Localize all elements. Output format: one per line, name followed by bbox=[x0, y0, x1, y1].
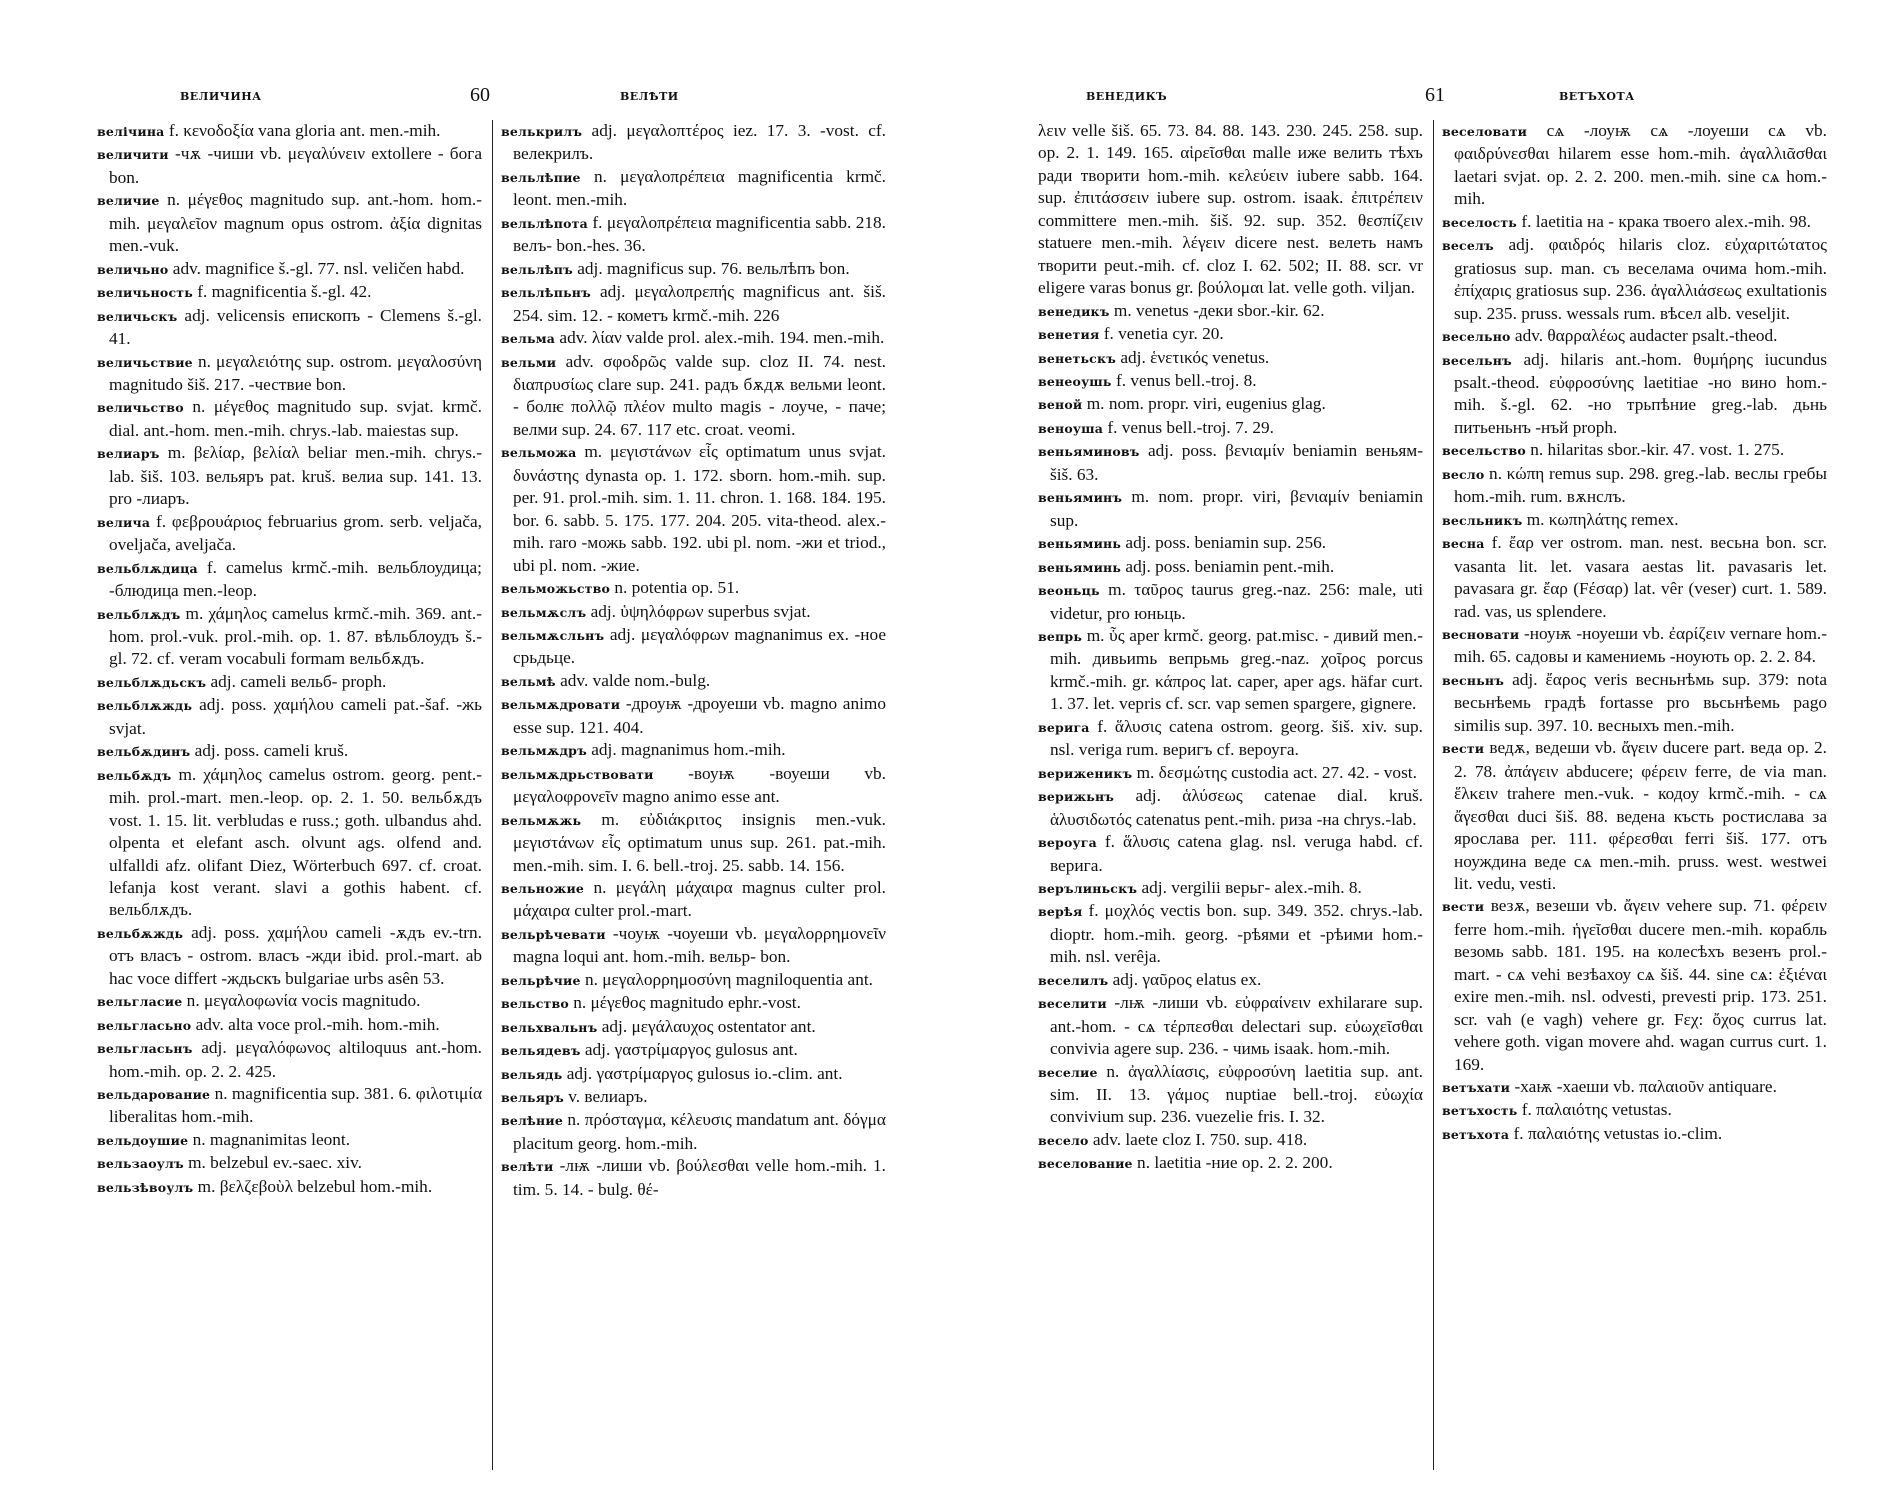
dictionary-entry bbox=[501, 281, 886, 327]
entry-definition: -чѫ -чиши vb. μεγαλύνειν extollere - бога bon. bbox=[109, 144, 482, 187]
entry-lemma: вельзѣвоулъ bbox=[97, 1179, 194, 1195]
entry-lemma: веселование bbox=[1038, 1156, 1133, 1172]
dictionary-entry bbox=[1038, 347, 1423, 370]
entry-definition: n. κώπη remus sup. 298. greg.-lab. веслы гребы hom.-mih. rum. вѫнслъ. bbox=[1454, 463, 1827, 507]
entry-lemma: весна bbox=[1442, 536, 1485, 552]
running-headword-left: ВЕЛИЧИНА bbox=[180, 90, 262, 103]
dictionary-entry bbox=[501, 923, 886, 969]
dictionary-entry bbox=[97, 671, 482, 694]
dictionary-entry bbox=[97, 922, 482, 990]
dictionary-entry bbox=[501, 969, 886, 992]
entry-lemma: вельдарование bbox=[97, 1087, 211, 1103]
dictionary-entry bbox=[97, 1083, 482, 1129]
entry-lemma: вельмѣ bbox=[501, 673, 556, 689]
entry-definition: n. μεγαλειότης sup. ostrom. μεγαλοσύνη magnitudo šiš. 217. -чествие bon. bbox=[109, 351, 482, 394]
entry-lemma: вельлѣпъ bbox=[501, 261, 573, 277]
entry-definition: сѧ -лоуѭ сѧ -лоуеши сѧ vb. φαιδρύνεσθαι hilarem esse hom.-mih. ἀγαλλιᾶσθαι laetari svjat. op. 2. 2. 200. men.-mih. sine сѧ hom.-mih. bbox=[1454, 121, 1827, 209]
entry-lemma: венетьскъ bbox=[1038, 350, 1116, 366]
entry-lemma: веньяминъ bbox=[1038, 490, 1123, 506]
entry-lemma: весновати bbox=[1442, 626, 1520, 642]
dictionary-entry bbox=[97, 189, 482, 257]
entry-definition: n. μεγαλοφωνία vocis magnitudo. bbox=[186, 991, 421, 1011]
entry-definition: f. camelus krmč.-mih. вельблоудица; -блюдица men.-leop. bbox=[109, 557, 482, 601]
entry-definition: adj. ἔαρος veris весньнѣмь sup. 379: nota весьнѣемь градѣ fortasse pro вьсьнѣемь pago similis sup. 397. 10. весныхъ men.-mih. bbox=[1454, 669, 1827, 735]
entry-lemma: вельможа bbox=[501, 445, 577, 461]
dictionary-entry bbox=[97, 511, 482, 557]
page-number: 60 bbox=[470, 84, 490, 106]
dictionary-entry bbox=[97, 990, 482, 1013]
entry-definition: m. χάμηλος camelus krmč.-mih. 369. ant.-hom. prol.-vuk. prol.-mih. op. 1. 87. вѣльблоудъ š.-gl. 72. cf. veram vocabuli formam вельбѫдъ. bbox=[109, 603, 482, 669]
entry-lemma: вельмѫжь bbox=[501, 812, 582, 828]
entry-lemma: весельство bbox=[1442, 443, 1526, 459]
dictionary-entry bbox=[97, 764, 482, 922]
dictionary-entry bbox=[501, 441, 886, 577]
entry-lemma: велькрилъ bbox=[501, 124, 583, 139]
entry-definition: m. ὗς aper krmč. georg. pat.misc. - дивий men.-mih. дивьиmь вепрьмь greg.-naz. χοῖρος porcus krmč.-mih. gr. κάπρος lat. caper, aper ags. häfar curt. 1. 37. let. vepris cf. scr. vap semen spargere, gignere. bbox=[1050, 625, 1423, 714]
dictionary-entry bbox=[1038, 877, 1423, 900]
entry-definition: adj. poss. βενιαμίν beniamin веньям- šiš. 63. bbox=[1050, 441, 1423, 484]
running-headword-left: ВЕНЕДИКЪ bbox=[1086, 90, 1168, 103]
entry-definition: n. μεγάλη μάχαιρα magnus culter prol. μάχαιρα culter prol.-mart. bbox=[513, 877, 886, 921]
dictionary-entry bbox=[97, 396, 482, 442]
entry-lemma: вельмѫсльнъ bbox=[501, 627, 605, 643]
column-1 bbox=[97, 120, 482, 1480]
dictionary-entry bbox=[501, 877, 886, 923]
entry-lemma: весльникъ bbox=[1442, 512, 1523, 528]
entry-definition: adj. poss. beniamin pent.-mih. bbox=[1125, 556, 1335, 576]
dictionary-entry bbox=[1038, 300, 1423, 323]
entry-lemma: ветъхость bbox=[1442, 1103, 1518, 1119]
entry-lemma: вельбѫдинъ bbox=[97, 744, 191, 760]
entry-definition: n. μεγαλορρημοσύνη magniloquentia ant. bbox=[584, 969, 873, 989]
entry-definition: adj. μεγαλοπτέρος iez. 17. 3. -vost. cf. велекрилъ. bbox=[513, 121, 886, 164]
dictionary-entry bbox=[97, 694, 482, 740]
entry-lemma: вельлѣпие bbox=[501, 169, 581, 185]
entry-lemma: верѣя bbox=[1038, 904, 1083, 920]
entry-lemma: величие bbox=[97, 193, 160, 209]
entry-lemma: вельлѣпьнъ bbox=[501, 285, 591, 301]
entry-definition: -воуѭ -воуеши vb. μεγαλοφρονεῖν magno animo esse ant. bbox=[513, 763, 886, 807]
entry-definition: f. κενοδοξία vana gloria ant. men.-mih. bbox=[168, 121, 441, 140]
entry-lemma: венетия bbox=[1038, 327, 1100, 343]
entry-lemma: вепрь bbox=[1038, 628, 1083, 644]
dictionary-entry bbox=[1038, 440, 1423, 486]
entry-lemma: вельзаоулъ bbox=[97, 1156, 184, 1172]
dictionary-entry bbox=[1442, 1076, 1827, 1099]
dictionary-entry bbox=[1038, 532, 1423, 555]
dictionary-entry bbox=[1442, 895, 1827, 1076]
entry-definition: f. παλαιότης vetustas. bbox=[1521, 1100, 1672, 1120]
entry-lemma: вельбѫдъ bbox=[97, 767, 172, 783]
entry-lemma: веселъ bbox=[1442, 238, 1494, 254]
dictionary-entry bbox=[97, 1014, 482, 1037]
entry-lemma: вериженикъ bbox=[1038, 765, 1133, 781]
entry-definition: f. παλαιότης vetustas io.-clim. bbox=[1513, 1123, 1723, 1143]
entry-lemma: вельяръ bbox=[501, 1090, 564, 1106]
dictionary-entry bbox=[501, 1039, 886, 1062]
entry-lemma: вельдоушие bbox=[97, 1132, 189, 1148]
dictionary-entry bbox=[1442, 211, 1827, 234]
entry-lemma: вельма bbox=[501, 331, 556, 347]
entry-definition: adj. μεγάλαυχος ostentator ant. bbox=[601, 1016, 816, 1036]
entry-definition: m. βελίαρ, βελίαλ beliar men.-mih. chrys.-lab. šiš. 103. вельяръ pat. kruš. велиа sup. 141. 13. pro -лиаръ. bbox=[109, 443, 482, 509]
entry-lemma: весельно bbox=[1442, 329, 1511, 345]
dictionary-entry bbox=[501, 992, 886, 1015]
entry-definition: n. laetitia -ние op. 2. 2. 200. bbox=[1137, 1153, 1333, 1173]
entry-lemma: весло bbox=[1442, 466, 1485, 482]
column-rule bbox=[1433, 120, 1434, 1470]
dictionary-entry bbox=[1038, 370, 1423, 393]
entry-definition: adj. ἁλύσεως catenae dial. kruš. ἁλυσιδωτός catenatus pent.-mih. риза -на chrys.-lab. bbox=[1050, 786, 1423, 829]
entry-definition: m. nom. propr. viri, eugenius glag. bbox=[1086, 394, 1326, 414]
entry-lemma: вельблѫдъ bbox=[97, 606, 181, 622]
entry-definition: f. venus bell.-troj. 8. bbox=[1115, 370, 1257, 390]
entry-definition: везѫ, везеши vb. ἄγειν vehere sup. 71. φέρειν ferre hom.-mih. ἡγεῖσθαι ducere men.-mih. корабль везомь sabb. 181. 195. на колесѣхъ везенъ prol.-mart. - сѧ vehi везѣахоу сѧ šiš. 44. sine сѧ: ἐξιέναι exire men.-mih. nsl. odvesti, prevesti prip. 173. 251. scr. vah (e vagh) vehere gr. Fεχ: ὄχος currus lat. vehere goth. vigan movere ahd. wagan currus curt. 1. 169. bbox=[1454, 896, 1827, 1074]
entry-definition: adv. magnifice š.-gl. 77. nsl. veličen habd. bbox=[172, 258, 465, 278]
dictionary-entry bbox=[1442, 532, 1827, 623]
dictionary-entry bbox=[1038, 716, 1423, 762]
entry-definition: m. δεσμώτης custodia act. 27. 42. - vost. bbox=[1136, 762, 1417, 782]
entry-definition: -чоуѭ -чоуеши vb. μεγαλορρημονεῖν magna loqui ant. hom.-mih. вельр- bon. bbox=[513, 923, 886, 967]
entry-definition: f. μεγαλοπρέπεια magnificentia sabb. 218. велъ- bon.-hes. 36. bbox=[513, 212, 886, 256]
dictionary-entry bbox=[1442, 1123, 1827, 1146]
entry-definition: adj. vergilii верьг- alex.-mih. 8. bbox=[1141, 877, 1362, 897]
entry-definition: m. belzebul ev.-saec. xiv. bbox=[188, 1153, 362, 1173]
entry-definition: m. εὐδιάκριτος insignis men.-vuk. μεγιστάνων εἷς optimatum unus sup. 261. pat.-mih. men.-mih. sim. I. 6. bell.-troj. 25. sabb. 14. 156. bbox=[513, 809, 886, 875]
entry-definition: f. laetitia на - крака твоего alex.-mih. 98. bbox=[1521, 211, 1811, 231]
dictionary-entry bbox=[1038, 417, 1423, 440]
entry-definition: -лѭ -лиши vb. εὐφραίνειν exhilarare sup. ant.-hom. - сѧ τέρπεσθαι delectari sup. εὐωχεῖσθαι convivia agere sup. 236. - чимь isaak. hom.-mih. bbox=[1050, 993, 1423, 1059]
entry-lemma: веселилъ bbox=[1038, 972, 1109, 988]
entry-definition: n. μεγαλοπρέπεια magnificentia krmč. leont. men.-mih. bbox=[513, 166, 886, 210]
entry-definition: adj. cameli вельб- proph. bbox=[210, 671, 387, 691]
entry-lemma: вельгласие bbox=[97, 994, 183, 1010]
entry-definition: f. ἅλυσις catena ostrom. georg. šiš. xiv. sup. nsl. veriga rum. веригъ cf. вероуга. bbox=[1050, 716, 1423, 760]
entry-lemma: вельлѣпота bbox=[501, 215, 588, 231]
dictionary-entry bbox=[1442, 463, 1827, 509]
entry-definition: adj. velicensis епископъ - Clemens š.-gl. 41. bbox=[109, 305, 482, 349]
dictionary-entry bbox=[1038, 1061, 1423, 1129]
entry-definition: adj. γαστρίμαργος gulosus io.-clim. ant. bbox=[566, 1063, 843, 1083]
entry-lemma: ветъхати bbox=[1442, 1080, 1511, 1096]
entry-definition: m. μεγιστάνων εἷς optimatum unus svjat. δυνάστης dynasta op. 1. 172. sborn. hom.-mih. sup. per. 91. prol.-mih. sim. 1. 11. chron. 1. 168. 184. 195. bor. 6. sabb. 5. 175. 177. 204. 205. vita-theod. alex.-mih. raro -можь sabb. 192. ubi pl. nom. -жи et triod., ubi pl. nom. -жие. bbox=[513, 442, 886, 575]
entry-definition: m. βελζεβοὺλ belzebul hom.-mih. bbox=[197, 1176, 433, 1196]
entry-lemma: вельмѫдрьствовати bbox=[501, 766, 654, 782]
entry-lemma: веной bbox=[1038, 397, 1083, 413]
entry-definition: -ноуѭ -ноуеши vb. ἐαρίζειν vernare hom.-mih. 65. садовы и камениемь -ноують op. 2. 2. 84. bbox=[1454, 623, 1827, 667]
dictionary-entry bbox=[1038, 969, 1423, 992]
dictionary-entry bbox=[1442, 669, 1827, 737]
entry-definition: adj. φαιδρός hilaris cloz. εὐχαριτώτατος gratiosus sup. man. съ веселама очима hom.-mih. ἐπίχαρις gratiosus sup. 236. ἀγαλλιάσεως exultationis sup. 235. pruss. wessals rum. вѣсел alb. veseljit. bbox=[1454, 235, 1827, 323]
entry-lemma: вельство bbox=[501, 996, 569, 1012]
dictionary-entry bbox=[97, 603, 482, 671]
entry-definition: adv. λίαν valde prol. alex.-mih. 194. men.-mih. bbox=[559, 328, 885, 348]
entry-lemma: вельможьство bbox=[501, 581, 611, 597]
entry-lemma: величьствие bbox=[97, 354, 193, 370]
entry-lemma: вельмѫслъ bbox=[501, 604, 587, 620]
entry-definition: adj. poss. cameli kruš. bbox=[194, 741, 349, 761]
entry-definition: adj. γαστρίμαργος gulosus ant. bbox=[584, 1040, 798, 1060]
entry-definition: adv. alta voce prol.-mih. hom.-mih. bbox=[195, 1014, 440, 1034]
entry-definition: λειν velle šiš. 65. 73. 84. 88. 143. 230. 245. 258. sup. op. 2. 1. 149. 165. αἱρεῖσθαι malle иже велить тѣхъ ради творити hom.-mih. κελεύειν iubere sabb. 164. sup. ἐπιτάσσειν iubere sup. ostrom. isaak. ἐπιτρέπειν committere men.-mih. šiš. 92. sup. 352. θεσπίζειν statuere men.-mih. λέγειν dicere nest. велеть намъ творити peut.-mih. cf. cloz I. 62. 502; II. 88. scr. vr eligere varas bonus gr. βούλομαι lat. velle goth. viljan. bbox=[1038, 121, 1423, 298]
entry-lemma: веселие bbox=[1038, 1064, 1098, 1080]
entry-lemma: веньяминовъ bbox=[1038, 444, 1140, 460]
dictionary-entry bbox=[501, 351, 886, 442]
entry-definition: n. hilaritas sbor.-kir. 47. vost. 1. 275. bbox=[1530, 440, 1785, 460]
entry-definition: n. magnificentia sup. 381. 6. φιλοτιμία liberalitas hom.-mih. bbox=[109, 1084, 482, 1127]
entry-definition: adv. laete cloz I. 750. sup. 418. bbox=[1092, 1129, 1308, 1149]
entry-definition: m. venetus -деки sbor.-kir. 62. bbox=[1113, 300, 1325, 320]
entry-lemma: вельблѫдьскъ bbox=[97, 674, 207, 690]
entry-lemma: величити bbox=[97, 147, 169, 163]
dictionary-entry bbox=[97, 143, 482, 189]
entry-lemma: весело bbox=[1038, 1132, 1089, 1148]
entry-definition: adj. hilaris ant.-hom. θυμήρης iucundus psalt.-theod. εὐφροσύνης laetitiae -но вино hom.-mih. š.-gl. 62. -но трьпѣние greg.-lab. дьнь питьеньнъ -нъй proph. bbox=[1454, 349, 1827, 437]
entry-definition: adj. γαῦρος elatus ex. bbox=[1112, 969, 1262, 989]
entry-lemma: вельми bbox=[501, 354, 557, 370]
dictionary-entry bbox=[501, 1155, 886, 1201]
entry-definition: adv. valde nom.-bulg. bbox=[560, 670, 711, 690]
dictionary-entry bbox=[1038, 1152, 1423, 1175]
dictionary-entry bbox=[1038, 323, 1423, 346]
entry-definition: f. ἅλυσις catena glag. nsl. veruga habd. cf. верига. bbox=[1050, 832, 1423, 875]
entry-lemma: веселость bbox=[1442, 214, 1517, 230]
entry-definition: n. potentia op. 51. bbox=[614, 578, 740, 598]
page-number: 61 bbox=[1425, 84, 1445, 106]
entry-lemma: весельнъ bbox=[1442, 352, 1512, 368]
right-page bbox=[951, 0, 1902, 1500]
dictionary-entry bbox=[1038, 120, 1423, 300]
entry-definition: n. πρόσταγμα, κέλευσις mandatum ant. δόγμα placitum georg. hom.-mih. bbox=[513, 1110, 886, 1153]
entry-definition: f. venetia cyr. 20. bbox=[1103, 324, 1224, 344]
entry-lemma: верижьнъ bbox=[1038, 789, 1115, 805]
running-head bbox=[951, 84, 1902, 114]
entry-definition: adv. θαρραλέως audacter psalt.-theod. bbox=[1514, 326, 1778, 346]
entry-lemma: вельгласьно bbox=[97, 1017, 192, 1033]
entry-definition: f. magnificentia š.-gl. 42. bbox=[197, 282, 372, 302]
dictionary-entry bbox=[97, 557, 482, 603]
dictionary-entry bbox=[1038, 393, 1423, 416]
entry-lemma: вельножие bbox=[501, 880, 585, 896]
entry-lemma: веоньць bbox=[1038, 583, 1100, 599]
entry-lemma: велиаръ bbox=[97, 446, 160, 462]
dictionary-entry bbox=[1442, 120, 1827, 211]
dictionary-entry bbox=[501, 763, 886, 809]
entry-definition: n. μέγεθος magnitudo ephr.-vost. bbox=[573, 993, 801, 1013]
entry-lemma: вельядевъ bbox=[501, 1043, 581, 1059]
dictionary-entry bbox=[501, 166, 886, 212]
dictionary-entry bbox=[1038, 486, 1423, 532]
entry-definition: n. μέγεθος magnitudo sup. ant.-hom. hom.-mih. μεγαλεῖον magnum opus ostrom. ἀξία dignitas men.-vuk. bbox=[109, 190, 482, 256]
entry-lemma: вельбѫждь bbox=[97, 925, 184, 941]
dictionary-entry bbox=[97, 305, 482, 351]
dictionary-entry bbox=[1442, 349, 1827, 440]
dictionary-entry bbox=[97, 1129, 482, 1152]
entry-lemma: вельхвальнъ bbox=[501, 1019, 598, 1035]
entry-definition: adj. μεγαλοπρεπής magnificus ant. šiš. 254. sim. 12. - кометъ krmč.-mih. 226 bbox=[513, 282, 886, 325]
entry-definition: v. велиаръ. bbox=[568, 1087, 648, 1107]
entry-lemma: вельмѫдръ bbox=[501, 743, 587, 759]
dictionary-entry bbox=[501, 693, 886, 739]
entry-lemma: вельрѣчие bbox=[501, 972, 581, 988]
entry-lemma: ветъхота bbox=[1442, 1126, 1510, 1142]
column-rule bbox=[492, 120, 493, 1470]
running-head bbox=[0, 84, 951, 114]
entry-lemma: веноуша bbox=[1038, 420, 1104, 436]
entry-lemma: венеоушь bbox=[1038, 373, 1112, 389]
dictionary-entry bbox=[501, 327, 886, 350]
entry-lemma: вельгласьнъ bbox=[97, 1041, 193, 1057]
entry-definition: -хаѭ -хаеши vb. παλαιοῦν antiquare. bbox=[1514, 1077, 1777, 1097]
dictionary-entry bbox=[97, 120, 482, 143]
entry-lemma: вельблѫдица bbox=[97, 560, 198, 576]
dictionary-entry bbox=[1038, 992, 1423, 1060]
running-headword-right: ВЕЛѢТИ bbox=[620, 90, 679, 103]
entry-lemma: веньяминь bbox=[1038, 559, 1122, 575]
dictionary-entry bbox=[1442, 509, 1827, 532]
entry-definition: m. ταῦρος taurus greg.-naz. 256: male, uti videtur, pro юньць. bbox=[1050, 580, 1423, 623]
dictionary-entry bbox=[501, 601, 886, 624]
entry-definition: n. magnanimitas leont. bbox=[192, 1129, 351, 1149]
entry-lemma: вероуга bbox=[1038, 835, 1097, 851]
entry-lemma: величьскъ bbox=[97, 308, 178, 324]
entry-definition: n. μέγεθος magnitudo sup. svjat. krmč. dial. ant.-hom. men.-mih. chrys.-lab. maiestas sup. bbox=[109, 397, 482, 440]
entry-lemma: вести bbox=[1442, 741, 1485, 757]
entry-definition: adj. poss. χαμήλου cameli pat.-šaf. -жь svjat. bbox=[109, 695, 482, 738]
dictionary-entry bbox=[1442, 234, 1827, 325]
entry-definition: adj. μεγαλόφωνος altiloquus ant.-hom. hom.-mih. op. 2. 2. 425. bbox=[109, 1038, 482, 1081]
entry-lemma: вельрѣчевати bbox=[501, 926, 606, 942]
entry-lemma: велічина bbox=[97, 124, 165, 139]
dictionary-entry bbox=[501, 212, 886, 258]
entry-definition: m. χάμηλος camelus ostrom. georg. pent.-mih. prol.-mart. men.-leop. op. 2. 1. 50. вельбѫдъ vost. 1. 15. lit. verbludas e russ.; goth. ulbandus ahd. olpenta et elefant asch. olvunt ags. olfend and. ulfalldi afz. olifant Diez, Wörterbuch 697. cf. croat. lefanja kost verant. slavi a gothis habent. cf. вельблѫдъ. bbox=[109, 764, 482, 920]
entry-lemma: велѣние bbox=[501, 1113, 564, 1129]
entry-definition: m. nom. propr. viri, βενιαμίν beniamin sup. bbox=[1050, 487, 1423, 530]
dictionary-entry bbox=[501, 577, 886, 600]
dictionary-entry bbox=[501, 1016, 886, 1039]
dictionary-entry bbox=[501, 1063, 886, 1086]
dictionary-entry bbox=[501, 120, 886, 166]
dictionary-entry bbox=[97, 1152, 482, 1175]
entry-lemma: веньяминь bbox=[1038, 536, 1122, 552]
entry-definition: adj. magnanimus hom.-mih. bbox=[591, 740, 786, 760]
entry-definition: adj. ἑνετικός venetus. bbox=[1120, 347, 1270, 367]
dictionary-entry bbox=[1038, 762, 1423, 785]
entry-lemma: весньнъ bbox=[1442, 672, 1505, 688]
entry-definition: f. μοχλός vectis bon. sup. 349. 352. chrys.-lab. dioptr. hom.-mih. georg. -рѣями et -рѣими hom.-mih. nsl. verêja. bbox=[1050, 901, 1423, 967]
entry-lemma: верълиньскъ bbox=[1038, 880, 1138, 896]
entry-definition: -дроуѭ -дроуеши vb. magno animo esse sup. 121. 404. bbox=[513, 694, 886, 737]
dictionary-entry bbox=[501, 670, 886, 693]
entry-lemma: вельмѫдровати bbox=[501, 697, 621, 713]
dictionary-entry bbox=[1442, 623, 1827, 669]
entry-lemma: величьно bbox=[97, 261, 169, 277]
column-2 bbox=[501, 120, 886, 1480]
dictionary-entry bbox=[97, 258, 482, 281]
entry-lemma: величьство bbox=[97, 400, 184, 416]
entry-definition: f. ἔαρ ver ostrom. man. nest. весьна bon. scr. vasanta lit. let. vasara aestas lit. pavasaris let. pavasara gr. ἔαρ (Fέσαρ) lat. vêr (veser) curt. 1. 589. rad. vas, us splendere. bbox=[1454, 533, 1827, 621]
entry-definition: adj. μεγαλόφρων magnanimus ex. -ное срьдьце. bbox=[513, 624, 886, 668]
dictionary-entry bbox=[501, 624, 886, 670]
column-2 bbox=[1442, 120, 1827, 1480]
dictionary-entry bbox=[501, 1109, 886, 1155]
entry-definition: m. κωπηλάτης remex. bbox=[1526, 509, 1679, 529]
running-headword-right: ВЕТЪХОТА bbox=[1559, 90, 1635, 103]
entry-definition: n. ἀγαλλίασις, εὐφροσύνη laetitia sup. ant. sim. II. 13. γάμος nuptiae bell.-troj. εὐωχία convivium sup. 236. vuezelie fris. I. 32. bbox=[1050, 1061, 1423, 1127]
entry-lemma: велѣти bbox=[501, 1159, 554, 1175]
dictionary-entry bbox=[501, 258, 886, 281]
entry-definition: adj. ὑψηλόφρων superbus svjat. bbox=[590, 601, 811, 621]
dictionary-entry bbox=[501, 1086, 886, 1109]
dictionary-entry bbox=[97, 351, 482, 397]
dictionary-entry bbox=[1038, 900, 1423, 968]
entry-lemma: венедикъ bbox=[1038, 303, 1110, 319]
entry-definition: f. φεβρουάριος februarius grom. serb. veljača, oveljača, aveljača. bbox=[109, 511, 482, 555]
entry-definition: adv. σφοδρῶς valde sup. cloz II. 74. nest. διαπρυσίως clare sup. 241. радъ бѫдѫ вельми leont. - болѥ πολλῷ πλέον multo magis - лоуче, - паче; велми sup. 24. 67. 117 etc. croat. veomi. bbox=[513, 351, 886, 439]
column-1 bbox=[1038, 120, 1423, 1480]
dictionary-entry bbox=[501, 809, 886, 877]
entry-lemma: веселити bbox=[1038, 996, 1107, 1012]
dictionary-entry bbox=[97, 281, 482, 304]
entry-definition: adj. magnificus sup. 76. вельлѣпъ bon. bbox=[577, 258, 850, 278]
dictionary-entry bbox=[1442, 737, 1827, 895]
dictionary-entry bbox=[97, 740, 482, 763]
entry-lemma: велича bbox=[97, 514, 151, 530]
entry-lemma: вести bbox=[1442, 899, 1485, 915]
entry-definition: adj. poss. χαμήλου cameli -ѫдъ ev.-trn. отъ власъ - ostrom. власъ -жди ibid. prol.-mart. ab hac voce differt -ждьскъ bulgariae urbs asên 53. bbox=[109, 922, 482, 988]
dictionary-entry bbox=[501, 739, 886, 762]
dictionary-entry bbox=[1038, 831, 1423, 877]
entry-definition: ведѫ, ведеши vb. ἄγειν ducere part. веда op. 2. 2. 78. ἀπάγειν abducere; φέρειν ferre, de via man. ἕλκειν trahere men.-vuk. - кодоу krmč.-mih. - сѧ ἄγεσθαι duci šiš. 88. ведена късть ростислава за ярослава per. 111. φέρεσθαι ferri šiš. 177. отъ ноуждина веде сѧ men.-mih. pruss. west. westwei lit. vedu, vesti. bbox=[1454, 738, 1827, 893]
dictionary-entry bbox=[1442, 325, 1827, 348]
entry-definition: -лѭ -лиши vb. βούλεσθαι velle hom.-mih. 1. tim. 5. 14. - bulg. θέ- bbox=[513, 1156, 886, 1199]
dictionary-entry bbox=[1442, 439, 1827, 462]
dictionary-entry bbox=[1038, 785, 1423, 831]
entry-definition: f. venus bell.-troj. 7. 29. bbox=[1107, 417, 1274, 437]
entry-lemma: вельядь bbox=[501, 1066, 563, 1082]
entry-lemma: веселовати bbox=[1442, 124, 1528, 139]
entry-lemma: величьность bbox=[97, 285, 193, 301]
dictionary-entry bbox=[1038, 579, 1423, 625]
dictionary-entry bbox=[97, 442, 482, 510]
dictionary-entry bbox=[1038, 1129, 1423, 1152]
dictionary-entry bbox=[1038, 556, 1423, 579]
entry-lemma: вельблѫждь bbox=[97, 698, 193, 714]
dictionary-entry bbox=[1442, 1099, 1827, 1122]
dictionary-entry bbox=[97, 1037, 482, 1083]
entry-definition: adj. poss. beniamin sup. 256. bbox=[1125, 533, 1327, 553]
entry-lemma: верига bbox=[1038, 719, 1090, 735]
dictionary-entry bbox=[1038, 625, 1423, 716]
dictionary-entry bbox=[97, 1176, 482, 1199]
